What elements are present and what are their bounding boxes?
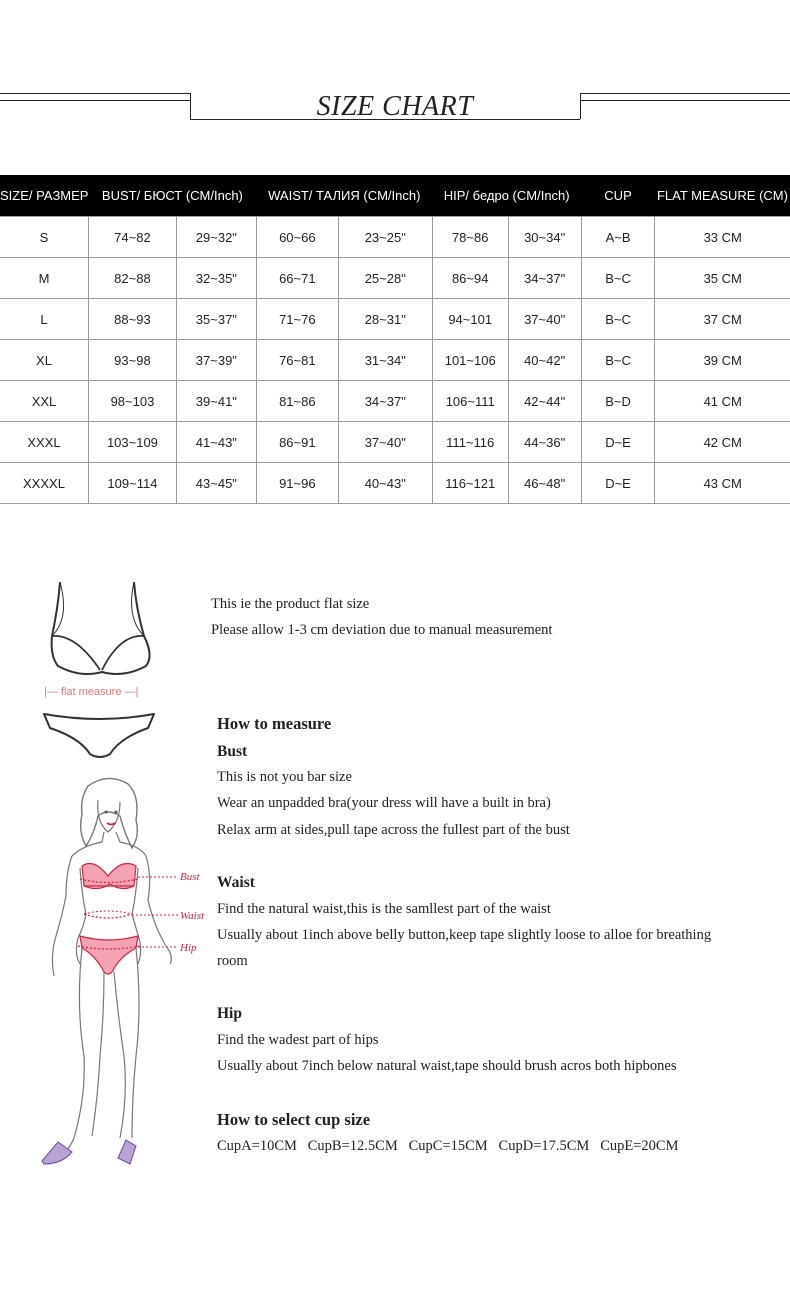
bust-line3: Relax arm at sides,pull tape across the fullest part of the bust <box>217 822 570 838</box>
table-header-row <box>0 175 790 217</box>
cell-flat: 42 CM <box>655 422 790 463</box>
header-cup: CUP <box>581 175 655 217</box>
cell-bust-cm: 82~88 <box>88 258 176 299</box>
figure-label-hip: Hip <box>180 942 197 954</box>
hip-heading: Hip <box>217 1005 242 1022</box>
cell-hip-cm: 94~101 <box>432 299 508 340</box>
waist-heading: Waist <box>217 874 255 891</box>
flat-measure-label: |— flat measure —| <box>44 686 139 698</box>
cell-hip-cm: 111~116 <box>432 422 508 463</box>
cell-hip-inch: 34~37" <box>508 258 581 299</box>
hip-line1: Find the wadest part of hips <box>217 1032 379 1048</box>
cell-waist-cm: 91~96 <box>256 463 338 504</box>
cell-bust-cm: 88~93 <box>88 299 176 340</box>
title-banner <box>0 88 790 128</box>
cell-cup: B~C <box>581 340 655 381</box>
cell-size: S <box>0 217 88 258</box>
bust-line2: Wear an unpadded bra(your dress will have a built in bra) <box>217 795 551 811</box>
cell-cup: B~D <box>581 381 655 422</box>
cell-bust-inch: 35~37" <box>176 299 256 340</box>
table-row <box>0 340 790 381</box>
cell-waist-cm: 76~81 <box>256 340 338 381</box>
cell-hip-cm: 86~94 <box>432 258 508 299</box>
cell-hip-cm: 78~86 <box>432 217 508 258</box>
cell-bust-cm: 93~98 <box>88 340 176 381</box>
cup-values: CupA=10CM CupB=12.5CM CupC=15CM CupD=17.5CM CupE=20CM <box>217 1138 679 1154</box>
header-waist: WAIST/ ТАЛИЯ (CM/Inch) <box>256 175 432 217</box>
bikini-bottom-illustration <box>40 708 160 760</box>
header-size: SIZE/ РАЗМЕР <box>0 175 88 217</box>
cell-waist-inch: 34~37" <box>338 381 432 422</box>
cell-flat: 43 CM <box>655 463 790 504</box>
bust-heading: Bust <box>217 743 248 760</box>
cell-size: XL <box>0 340 88 381</box>
cell-size: XXXXL <box>0 463 88 504</box>
cell-hip-inch: 40~42" <box>508 340 581 381</box>
how-to-heading: How to measure <box>217 714 332 733</box>
figure-label-waist: Waist <box>180 910 205 922</box>
table-row <box>0 381 790 422</box>
waist-line2: Usually about 1inch above belly button,keep tape slightly loose to alloe for breathing <box>217 927 712 943</box>
cell-waist-cm: 81~86 <box>256 381 338 422</box>
cell-bust-cm: 103~109 <box>88 422 176 463</box>
waist-line1: Find the natural waist,this is the samllest part of the waist <box>217 901 551 917</box>
cell-waist-cm: 66~71 <box>256 258 338 299</box>
cup-heading: How to select cup size <box>217 1110 371 1129</box>
cell-bust-inch: 29~32" <box>176 217 256 258</box>
header-hip: HIP/ бедро (CM/Inch) <box>432 175 581 217</box>
body-measurement-figure <box>28 776 213 1168</box>
cell-hip-cm: 116~121 <box>432 463 508 504</box>
figure-label-bust: Bust <box>180 871 200 883</box>
cell-waist-inch: 40~43" <box>338 463 432 504</box>
cell-size: XXL <box>0 381 88 422</box>
cell-flat: 37 CM <box>655 299 790 340</box>
header-bust: BUST/ БЮСТ (CM/Inch) <box>88 175 256 217</box>
cell-waist-inch: 37~40" <box>338 422 432 463</box>
cell-size: M <box>0 258 88 299</box>
cell-bust-inch: 41~43" <box>176 422 256 463</box>
cell-hip-cm: 101~106 <box>432 340 508 381</box>
cell-waist-inch: 25~28" <box>338 258 432 299</box>
cell-cup: B~C <box>581 258 655 299</box>
cell-bust-inch: 43~45" <box>176 463 256 504</box>
bra-top-illustration <box>40 578 165 683</box>
page-title: SIZE CHART <box>316 91 474 122</box>
flat-note-line1: This ie the product flat size <box>211 596 370 612</box>
cell-waist-cm: 71~76 <box>256 299 338 340</box>
cell-size: L <box>0 299 88 340</box>
header-flat-measure: FLAT MEASURE (CM) <box>655 175 790 217</box>
cell-waist-cm: 60~66 <box>256 217 338 258</box>
cell-flat: 33 CM <box>655 217 790 258</box>
cell-bust-inch: 39~41" <box>176 381 256 422</box>
cell-cup: B~C <box>581 299 655 340</box>
cell-cup: D~E <box>581 422 655 463</box>
flat-note-line2: Please allow 1-3 cm deviation due to manual measurement <box>211 622 553 638</box>
bust-line1: This is not you bar size <box>217 769 352 785</box>
cell-cup: D~E <box>581 463 655 504</box>
cell-waist-cm: 86~91 <box>256 422 338 463</box>
flat-measure-text: flat measure <box>60 686 122 698</box>
cell-bust-inch: 32~35" <box>176 258 256 299</box>
cell-waist-inch: 28~31" <box>338 299 432 340</box>
cell-hip-inch: 42~44" <box>508 381 581 422</box>
table-row <box>0 258 790 299</box>
cell-cup: A~B <box>581 217 655 258</box>
table-row <box>0 299 790 340</box>
cell-waist-inch: 23~25" <box>338 217 432 258</box>
cell-hip-inch: 37~40" <box>508 299 581 340</box>
cell-bust-cm: 98~103 <box>88 381 176 422</box>
table-row <box>0 463 790 504</box>
cell-flat: 35 CM <box>655 258 790 299</box>
cell-bust-cm: 74~82 <box>88 217 176 258</box>
waist-line3: room <box>217 953 248 969</box>
hip-line2: Usually about 7inch below natural waist,tape should brush acros both hipbones <box>217 1058 677 1074</box>
cell-bust-cm: 109~114 <box>88 463 176 504</box>
cell-hip-cm: 106~111 <box>432 381 508 422</box>
cell-hip-inch: 46~48" <box>508 463 581 504</box>
size-table <box>0 175 790 504</box>
table-row <box>0 217 790 258</box>
cell-hip-inch: 30~34" <box>508 217 581 258</box>
cell-flat: 41 CM <box>655 381 790 422</box>
cell-bust-inch: 37~39" <box>176 340 256 381</box>
cell-hip-inch: 44~36" <box>508 422 581 463</box>
table-row <box>0 422 790 463</box>
cell-size: XXXL <box>0 422 88 463</box>
cell-flat: 39 CM <box>655 340 790 381</box>
cell-waist-inch: 31~34" <box>338 340 432 381</box>
